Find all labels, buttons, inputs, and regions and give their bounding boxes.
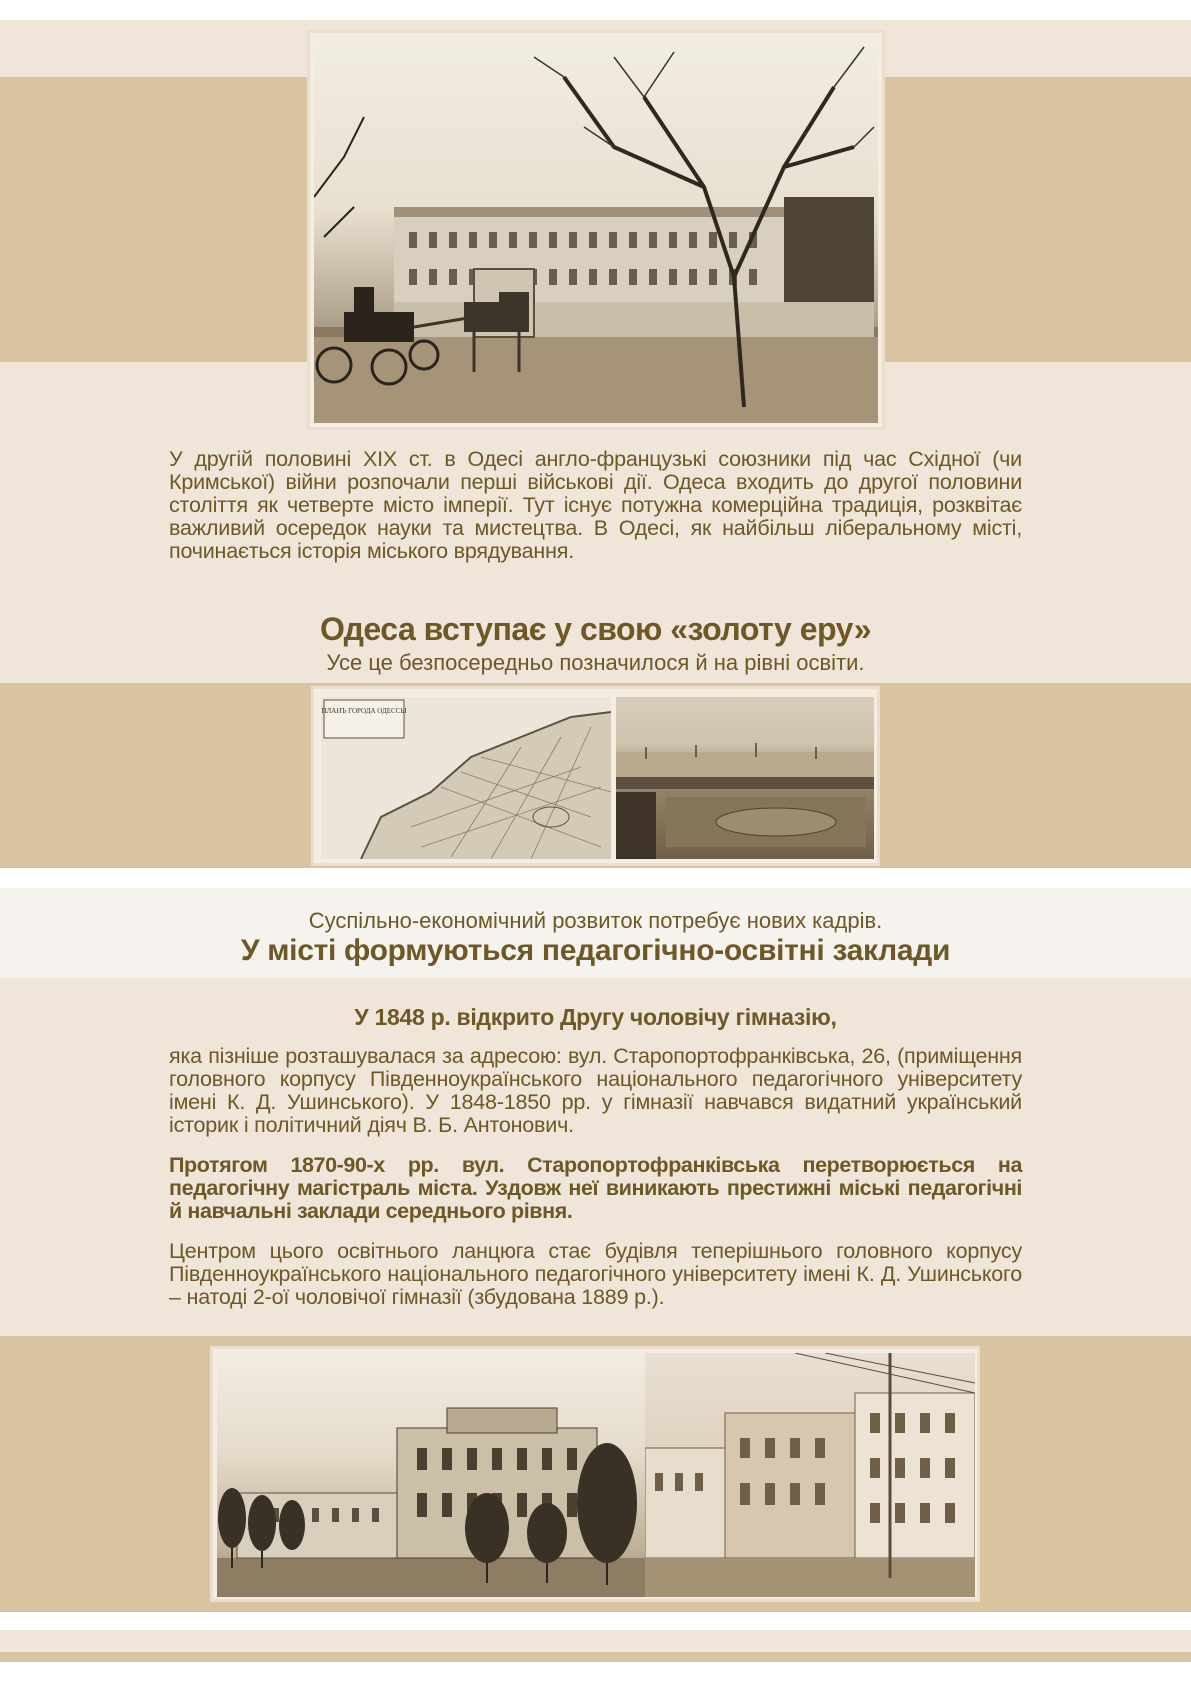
intro-paragraph: У другій половині XIX ст. в Одесі англо-французькі союзники під час Східної (чи Кримської) війни розпочали перші військові дії. Одеса входить до другої половини століття як четверте місто імперії. Тут існує потужна комерційна традиція, розквітає важливий осередок науки та мистецтва. В Одесі, як найбільш ліберальному місті, починається історія міського врядування.	[169, 447, 1022, 563]
odesa-city-map	[321, 697, 611, 859]
university-building-historic-photo	[217, 1353, 645, 1597]
historic-building-illustration	[314, 37, 878, 423]
university-building-modern-photo	[645, 1353, 975, 1597]
historic-building-photo	[314, 37, 878, 423]
modern-university-illustration	[645, 1353, 975, 1597]
gymnasium-heading: У 1848 р. відкрито Другу чоловічу гімназію,	[354, 1004, 837, 1030]
golden-era-subheading: Усе це безпосередньо позначилося й на рівні освіти.	[326, 650, 865, 675]
center-paragraph: Центром цього освітнього ланцюга стає будівля теперішнього головного корпусу Південноукраїнського національного педагогічного університету імені К. Д. Ушинського – натоді 2-ої чоловічої гімназії (збудована 1889 р.).	[169, 1239, 1022, 1309]
background-band-light-3	[0, 1630, 1191, 1652]
golden-era-heading: Одеса вступає у свою «золоту еру»	[319, 611, 872, 647]
city-map-illustration	[321, 697, 611, 859]
background-band-bottom-stripe	[0, 1652, 1191, 1662]
institutions-heading: У місті формуються педагогічно-освітні заклади	[240, 934, 951, 967]
gymnasium-paragraph: яка пізніше розташувалася за адресою: вул. Старопортофранківська, 26, (приміщення головного корпусу Південноукраїнського національного педагогічного університету імені К. Д. Ушинського). У 1848-1850 рр. у гімназії навчався видатний український історик і політичний діяч В. Б. Антонович.	[169, 1044, 1022, 1137]
development-line: Суспільно-економічний розвиток потребує нових кадрів.	[308, 908, 883, 933]
street-paragraph: Протягом 1870-90-х рр. вул. Старопортофранківська перетворюється на педагогічну магістраль міста. Уздовж неї виникають престижні міські педагогічні й навчальні заклади середнього рівня.	[169, 1153, 1022, 1223]
university-building-frame	[210, 1346, 980, 1602]
historic-university-illustration	[217, 1353, 645, 1597]
map-and-harbor-frame	[311, 686, 880, 866]
odesa-harbor-photo	[616, 697, 874, 859]
harbor-illustration	[616, 697, 874, 859]
historic-building-photo-frame	[307, 30, 885, 430]
map-caption: ПЛАНЪ ГОРОДА ОДЕССЫ	[321, 707, 407, 715]
